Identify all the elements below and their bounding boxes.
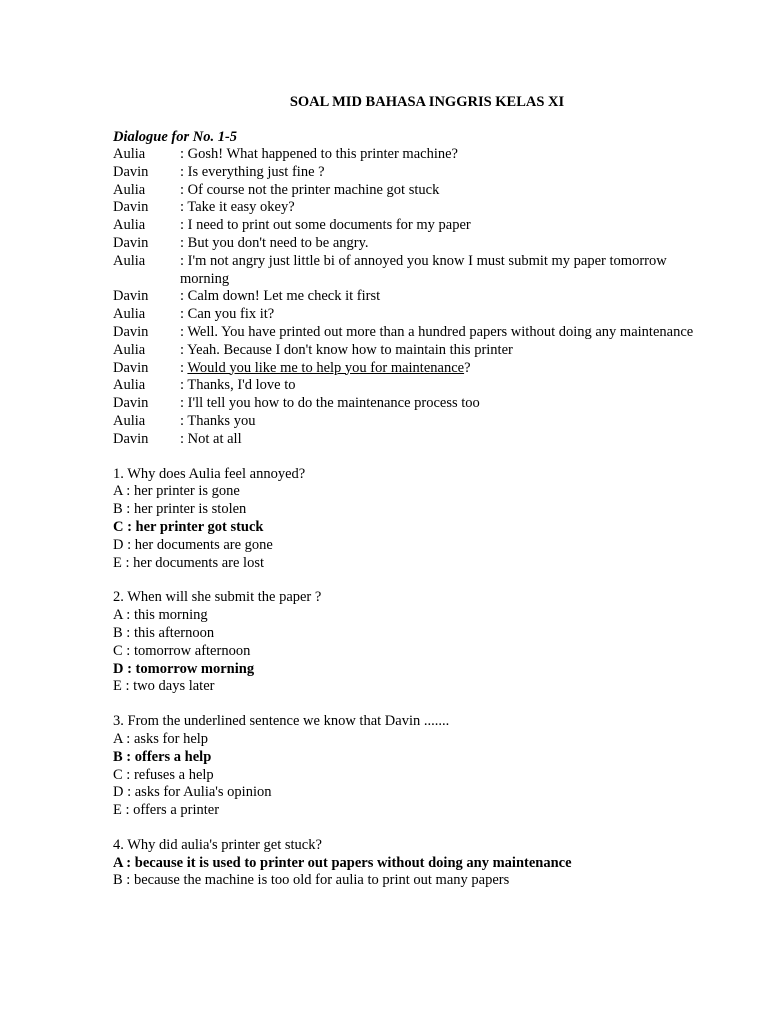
answer-option: C : tomorrow afternoon (113, 642, 251, 659)
dialogue-line (113, 146, 713, 164)
speaker-name: Davin (113, 199, 149, 216)
speech-text (180, 360, 713, 378)
dialogue (113, 146, 713, 449)
answer-option: A : asks for help (113, 730, 209, 747)
speaker-name: Davin (113, 234, 149, 251)
speaker-name: Aulia (113, 181, 146, 198)
speech-text: : I'll tell you how to do the maintenance process too (180, 395, 480, 412)
page-title: SOAL MID BAHASA INGGRIS KELAS XI (289, 94, 565, 110)
speech-text: : Is everything just fine ? (180, 163, 325, 180)
speaker-name: Davin (113, 430, 149, 447)
dialogue-line (113, 199, 713, 217)
dialogue-line (113, 360, 713, 378)
speech-text: : Calm down! Let me check it first (180, 288, 381, 305)
answer-option: C : refuses a help (113, 766, 214, 783)
question-text: 4. Why did aulia's printer get stuck? (113, 836, 322, 853)
underlined-sentence: Would you like me to help you for maintenance (187, 359, 465, 376)
answer-option: E : two days later (113, 678, 215, 695)
answer-option: A : this morning (113, 607, 208, 624)
dialogue-line (113, 235, 713, 253)
question-3 (113, 713, 713, 820)
answer-option: A : her printer is gone (113, 483, 240, 500)
speaker-name: Davin (113, 163, 149, 180)
dialogue-line (113, 395, 713, 413)
dialogue-heading: Dialogue for No. 1-5 (113, 129, 238, 145)
answer-option: B : this afternoon (113, 624, 215, 641)
question-text: 2. When will she submit the paper ? (113, 589, 322, 606)
answer-option-correct: A : because it is used to printer out papers without doing any maintenance (113, 854, 572, 871)
speech-text: : I'm not angry just little bi of annoyed you know I must submit my paper tomorrow morning (180, 252, 667, 287)
answer-option: E : her documents are lost (113, 554, 264, 571)
question-1 (113, 466, 713, 573)
speech-prefix: : (180, 359, 188, 376)
question-2 (113, 589, 713, 696)
speaker-name: Aulia (113, 377, 146, 394)
answer-option: B : because the machine is too old for aulia to print out many papers (113, 872, 510, 889)
dialogue-line (113, 413, 713, 431)
answer-option: D : her documents are gone (113, 536, 273, 553)
speaker-name: Aulia (113, 306, 146, 323)
speech-text: : Yeah. Because I don't know how to maintain this printer (180, 341, 513, 358)
speech-text: : Well. You have printed out more than a hundred papers without doing any maintenance (180, 323, 694, 340)
speaker-name: Davin (113, 395, 149, 412)
answer-option-correct: C : her printer got stuck (113, 518, 264, 535)
dialogue-line (113, 182, 713, 200)
dialogue-line (113, 253, 713, 289)
speaker-name: Davin (113, 359, 149, 376)
question-text: 3. From the underlined sentence we know that Davin ....... (113, 713, 450, 730)
speaker-name: Aulia (113, 341, 146, 358)
answer-option: E : offers a printer (113, 802, 220, 819)
answer-option-correct: D : tomorrow morning (113, 660, 255, 677)
speech-text: : Not at all (180, 430, 242, 447)
speech-text: : Thanks, I'd love to (180, 377, 296, 394)
dialogue-line (113, 288, 713, 306)
question-4 (113, 837, 713, 890)
speech-text: : Take it easy okey? (180, 199, 295, 216)
speaker-name: Aulia (113, 146, 146, 162)
speaker-name: Davin (113, 323, 149, 340)
answer-option: D : asks for Aulia's opinion (113, 784, 272, 801)
speech-text: : Gosh! What happened to this printer machine? (180, 146, 458, 162)
answer-option-correct: B : offers a help (113, 748, 212, 765)
speech-text: : Can you fix it? (180, 306, 275, 323)
dialogue-line (113, 217, 713, 235)
speaker-name: Aulia (113, 217, 146, 234)
speech-suffix: ? (464, 359, 471, 376)
dialogue-line (113, 306, 713, 324)
dialogue-line (113, 324, 713, 342)
dialogue-line (113, 342, 713, 360)
dialogue-line (113, 431, 713, 449)
dialogue-line (113, 164, 713, 182)
speech-text: : I need to print out some documents for my paper (180, 217, 471, 234)
answer-option: B : her printer is stolen (113, 501, 247, 518)
question-text: 1. Why does Aulia feel annoyed? (113, 465, 306, 482)
speaker-name: Aulia (113, 252, 146, 269)
speech-text: : Thanks you (180, 412, 256, 429)
speaker-name: Davin (113, 288, 149, 305)
speech-text: : Of course not the printer machine got stuck (180, 181, 440, 198)
document-page (113, 92, 713, 890)
speaker-name: Aulia (113, 412, 146, 429)
dialogue-line (113, 377, 713, 395)
speech-text: : But you don't need to be angry. (180, 234, 369, 251)
